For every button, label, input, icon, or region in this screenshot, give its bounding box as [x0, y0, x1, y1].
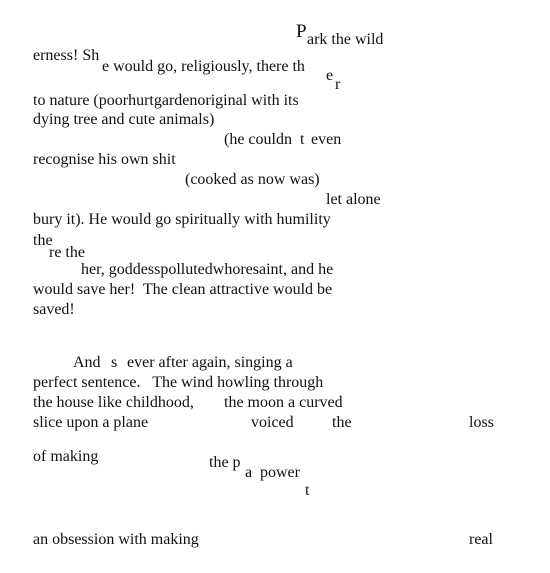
poem-fragment: the house like childhood,: [33, 394, 194, 411]
poem-fragment: real: [469, 531, 493, 548]
poem-fragment: (he couldn: [224, 131, 292, 148]
poem-fragment: the: [332, 414, 352, 431]
poem-line: bury it). He would go spiritually with humility: [33, 211, 331, 228]
poem-fragment: loss: [469, 414, 494, 431]
poem-line: to nature (poorhurtgardenoriginal with its: [33, 92, 299, 109]
poem-line: (cooked as now was): [185, 171, 320, 188]
poem-fragment: P: [296, 21, 307, 42]
poem-fragment: re the: [49, 244, 85, 261]
poem-fragment: e would go, religiously, there th: [102, 58, 305, 75]
poem-line: dying tree and cute animals): [33, 111, 215, 128]
poem-fragment: the: [33, 232, 53, 249]
poem-line: her, goddesspollutedwhoresaint, and he: [81, 261, 334, 278]
poem-fragment: even: [311, 131, 342, 148]
poem-fragment: t: [305, 482, 310, 499]
poem-fragment: s: [111, 354, 118, 371]
poem-fragment: a: [245, 464, 253, 481]
poem-fragment: r: [335, 76, 341, 93]
poem-fragment: the moon a curved: [224, 394, 343, 411]
poem-line: would save her! The clean attractive would be: [33, 281, 333, 298]
poem-fragment: voiced: [251, 414, 294, 431]
poem-line: let alone: [326, 191, 381, 208]
poem-fragment: the p: [209, 454, 241, 471]
poem-fragment: slice upon a plane: [33, 414, 149, 431]
poem-fragment: an obsession with making: [33, 531, 199, 548]
poem-line: perfect sentence. The wind howling through: [33, 374, 324, 391]
poem-fragment: of making: [33, 448, 99, 465]
poem-line: recognise his own shit: [33, 151, 176, 168]
poem-fragment: And: [73, 354, 101, 371]
poem-line: saved!: [33, 301, 75, 318]
poem-fragment: erness! Sh: [33, 47, 100, 64]
poem-fragment: ever after again, singing a: [127, 354, 293, 371]
poem-fragment: e: [326, 67, 334, 84]
poem-fragment: power: [260, 464, 300, 481]
poem-fragment: t: [300, 131, 305, 148]
poem-fragment: ark the wild: [307, 31, 384, 48]
